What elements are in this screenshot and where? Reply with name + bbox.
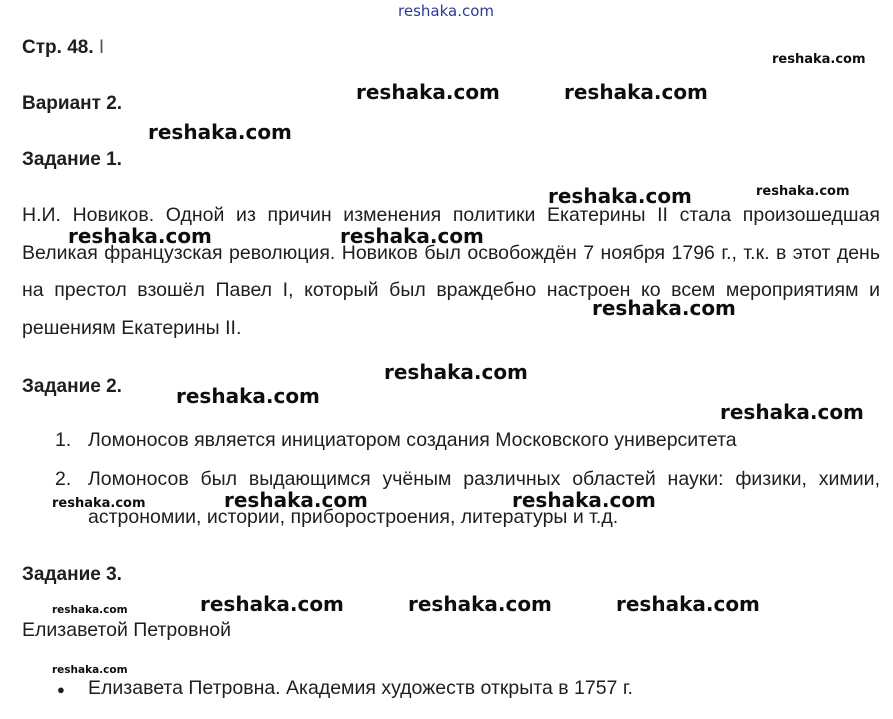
watermark: reshaka.com [52,604,128,616]
list-item-text: Ломоносов был выдающимся учёным различных областей науки: физики, химии, астрономии, истории, приборостроения, литературы и т.д. [88,468,880,528]
watermark: reshaka.com [148,120,292,144]
watermark: reshaka.com [512,488,656,512]
task2-heading: Задание 2. [22,376,122,397]
watermark: reshaka.com [176,384,320,408]
watermark: reshaka.com [340,224,484,248]
watermark: reshaka.com [224,488,368,512]
watermark: reshaka.com [408,592,552,616]
variant-heading: Вариант 2. [22,93,123,114]
watermark: reshaka.com [548,184,692,208]
bullet-icon: ● [57,682,65,697]
task1-text: Н.И. Новиков. Одной из причин изменения политики Екатерины II стала произошедшая Великая французская революция. Новиков был освобождён 7 ноября 1796 г., т.к. в этот день на престол взошёл Павел I, который был враждебно настроен ко всем мероприятиям и решениям Екатерины II. [22,204,880,339]
list-item-text: Ломоносов является инициатором создания Московского университета [88,429,737,451]
watermark-top: reshaka.com [398,2,494,20]
watermark: reshaka.com [720,400,864,424]
watermark: reshaka.com [52,496,146,511]
watermark: reshaka.com [52,664,128,676]
task3-answer: Елизаветой Петровной [22,619,231,641]
task1-heading: Задание 1. [22,149,122,170]
watermark: reshaka.com [756,184,850,199]
list-number: 2. [55,468,72,490]
list-item [55,461,880,536]
watermark: reshaka.com [200,592,344,616]
list-item [55,422,880,460]
list-number: 1. [55,429,72,451]
watermark: reshaka.com [772,52,866,67]
watermark: reshaka.com [356,80,500,104]
watermark: reshaka.com [616,592,760,616]
watermark: reshaka.com [592,296,736,320]
watermark: reshaka.com [68,224,212,248]
task3-heading: Задание 3. [22,564,122,585]
watermark: reshaka.com [384,360,528,384]
watermark: reshaka.com [564,80,708,104]
page-title: Стр. 48. I [22,37,105,58]
task3-bullet-text: Елизавета Петровна. Академия художеств открыта в 1757 г. [88,677,633,699]
